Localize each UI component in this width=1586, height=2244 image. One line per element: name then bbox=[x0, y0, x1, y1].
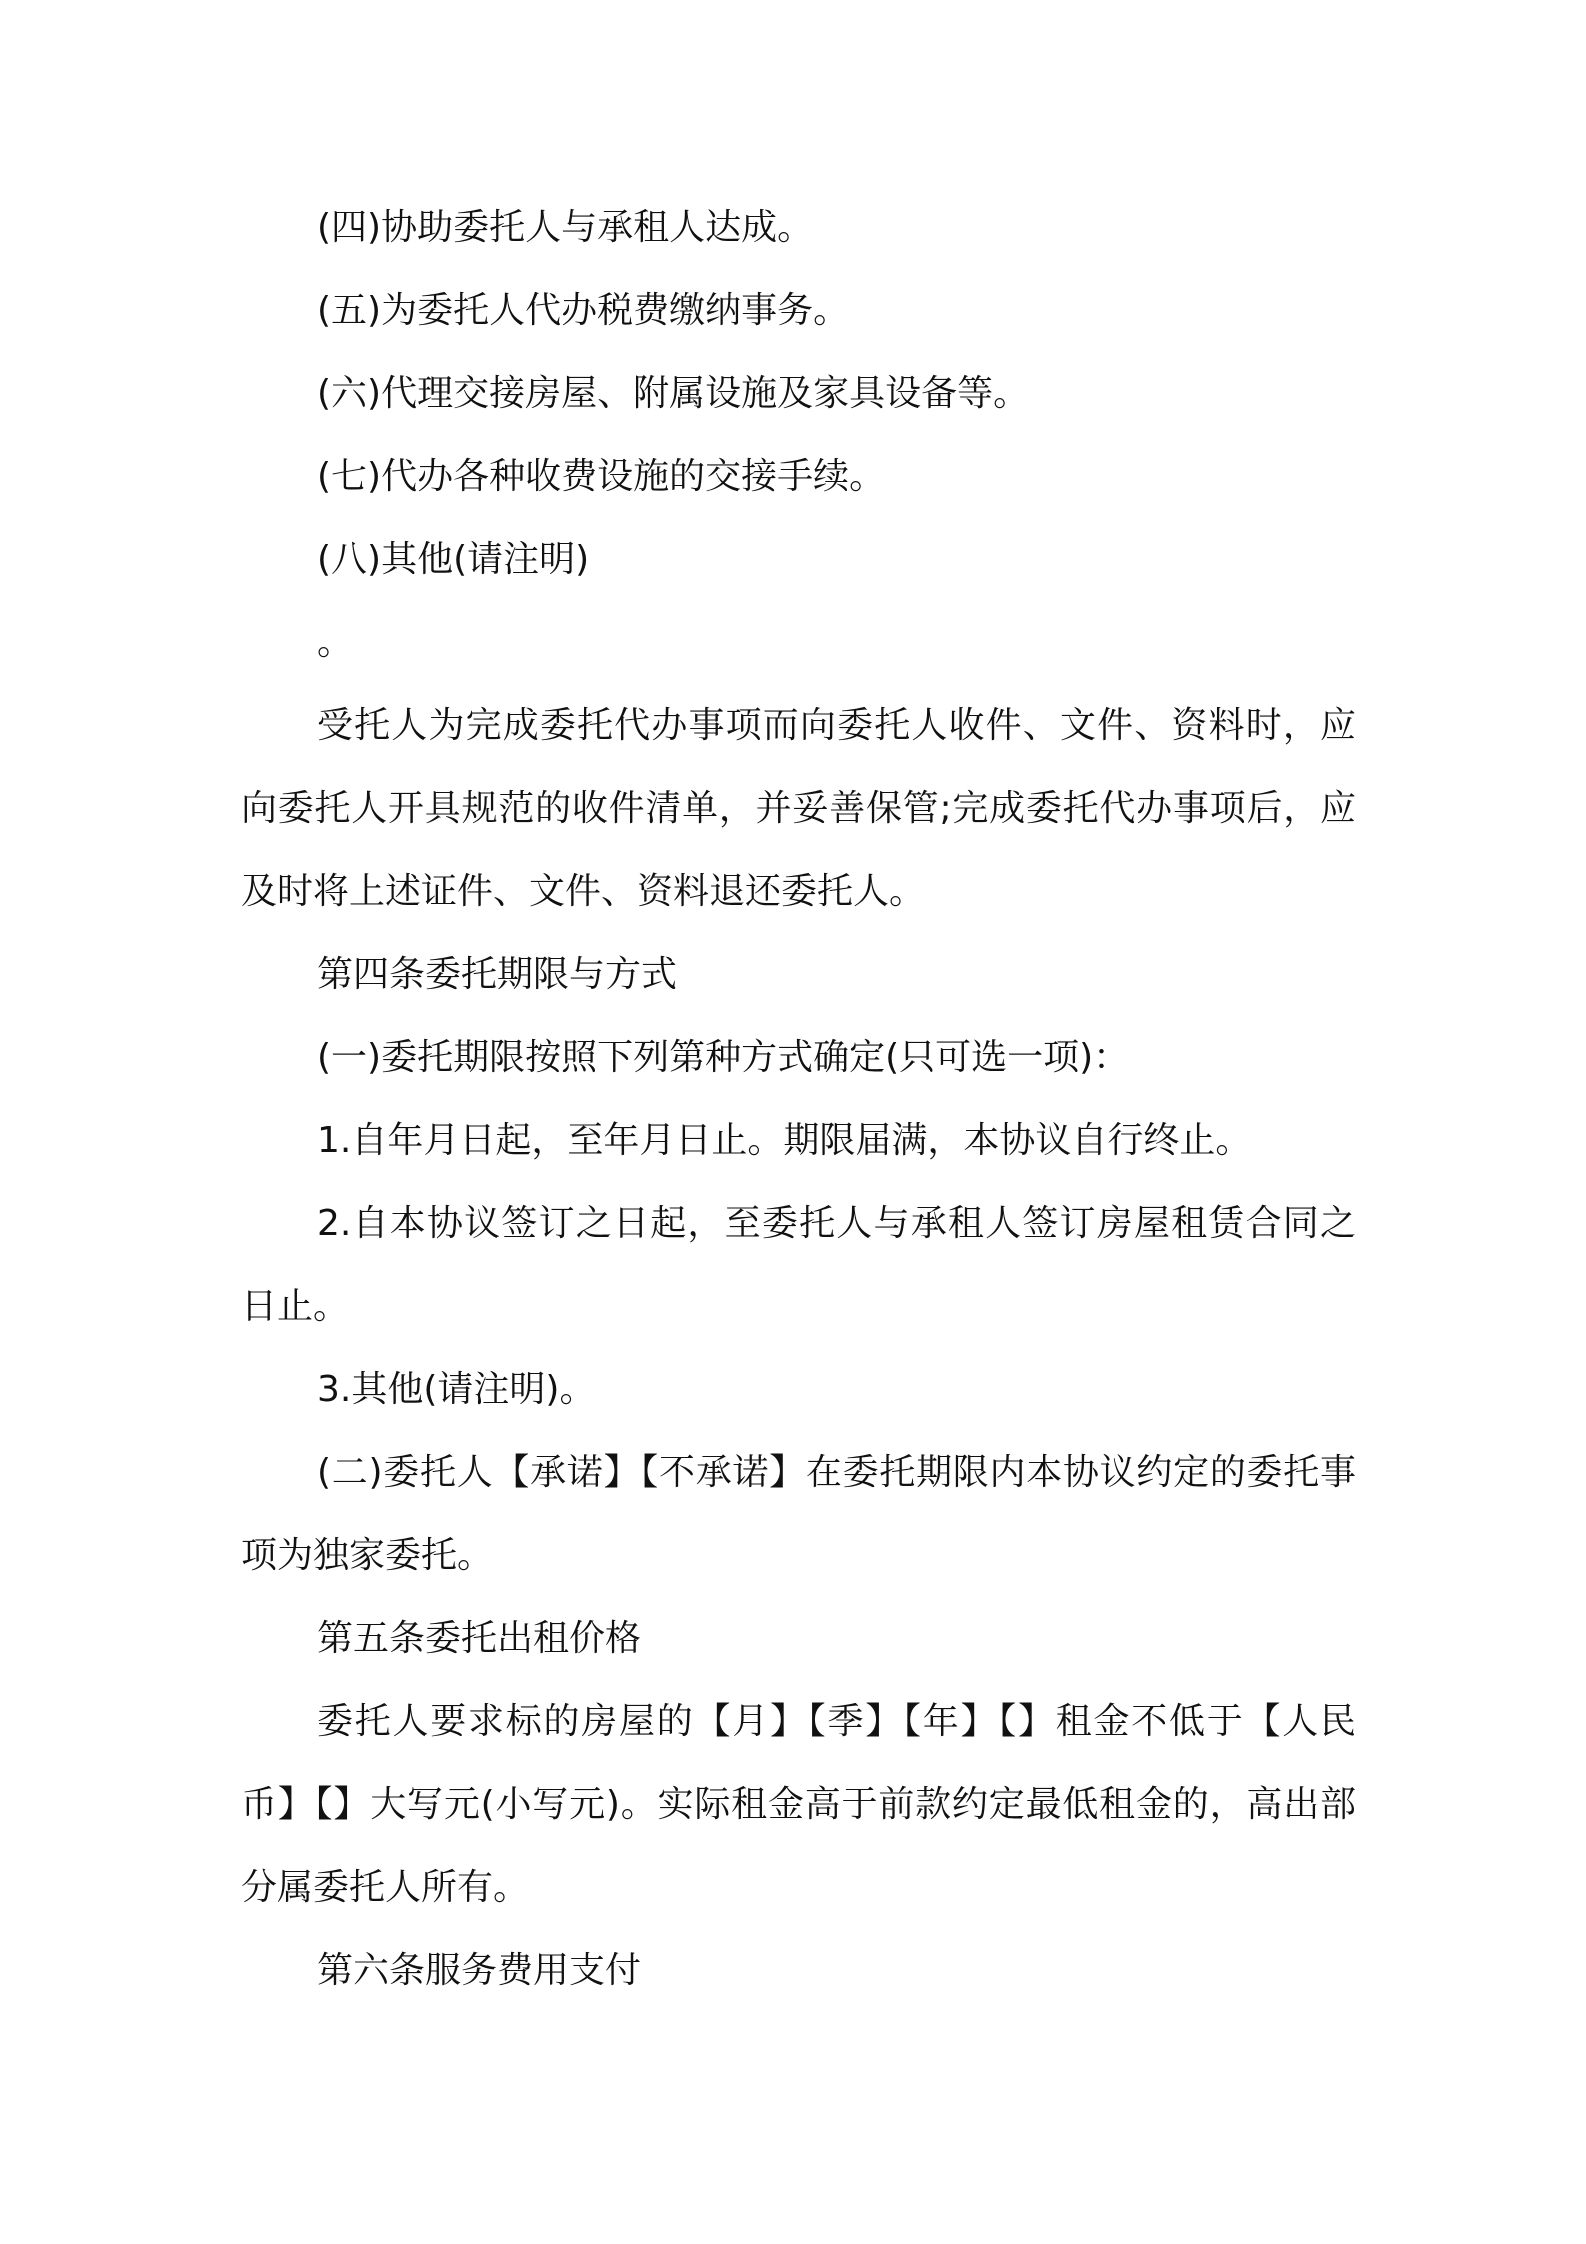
document-body bbox=[241, 186, 1356, 2012]
rent-price-paragraph: 委托人要求标的房屋的【月】【季】【年】【】租金不低于【人民币】【】大写元(小写元)。实际租金高于前款约定最低租金的，高出部分属委托人所有。 bbox=[241, 1701, 1356, 1908]
article-6-heading: 第六条服务费用支付 bbox=[317, 1950, 642, 1991]
clause-item-5: (五)为委托人代办税费缴纳事务。 bbox=[317, 290, 850, 331]
blank-period-line: 。 bbox=[317, 622, 354, 663]
clause-item-7: (七)代办各种收费设施的交接手续。 bbox=[317, 456, 886, 497]
term-option-3: 3.其他(请注明)。 bbox=[317, 1369, 596, 1410]
article-5-heading: 第五条委托出租价格 bbox=[317, 1618, 642, 1659]
term-option-1: 1.自年月日起，至年月日止。期限届满，本协议自行终止。 bbox=[317, 1120, 1252, 1161]
receipt-obligation-paragraph: 受托人为完成委托代办事项而向委托人收件、文件、资料时，应向委托人开具规范的收件清单，并妥善保管;完成委托代办事项后，应及时将上述证件、文件、资料退还委托人。 bbox=[241, 705, 1356, 912]
exclusive-commission-paragraph: (二)委托人【承诺】【不承诺】在委托期限内本协议约定的委托事项为独家委托。 bbox=[241, 1452, 1356, 1576]
term-option-2: 2.自本协议签订之日起，至委托人与承租人签订房屋租赁合同之日止。 bbox=[241, 1203, 1356, 1327]
clause-item-4: (四)协助委托人与承租人达成。 bbox=[317, 207, 814, 248]
clause-item-8: (八)其他(请注明) bbox=[317, 539, 590, 580]
clause-item-6: (六)代理交接房屋、附属设施及家具设备等。 bbox=[317, 373, 1030, 414]
article-4-heading: 第四条委托期限与方式 bbox=[317, 954, 678, 995]
term-method-paragraph: (一)委托期限按照下列第种方式确定(只可选一项)： bbox=[317, 1037, 1130, 1078]
